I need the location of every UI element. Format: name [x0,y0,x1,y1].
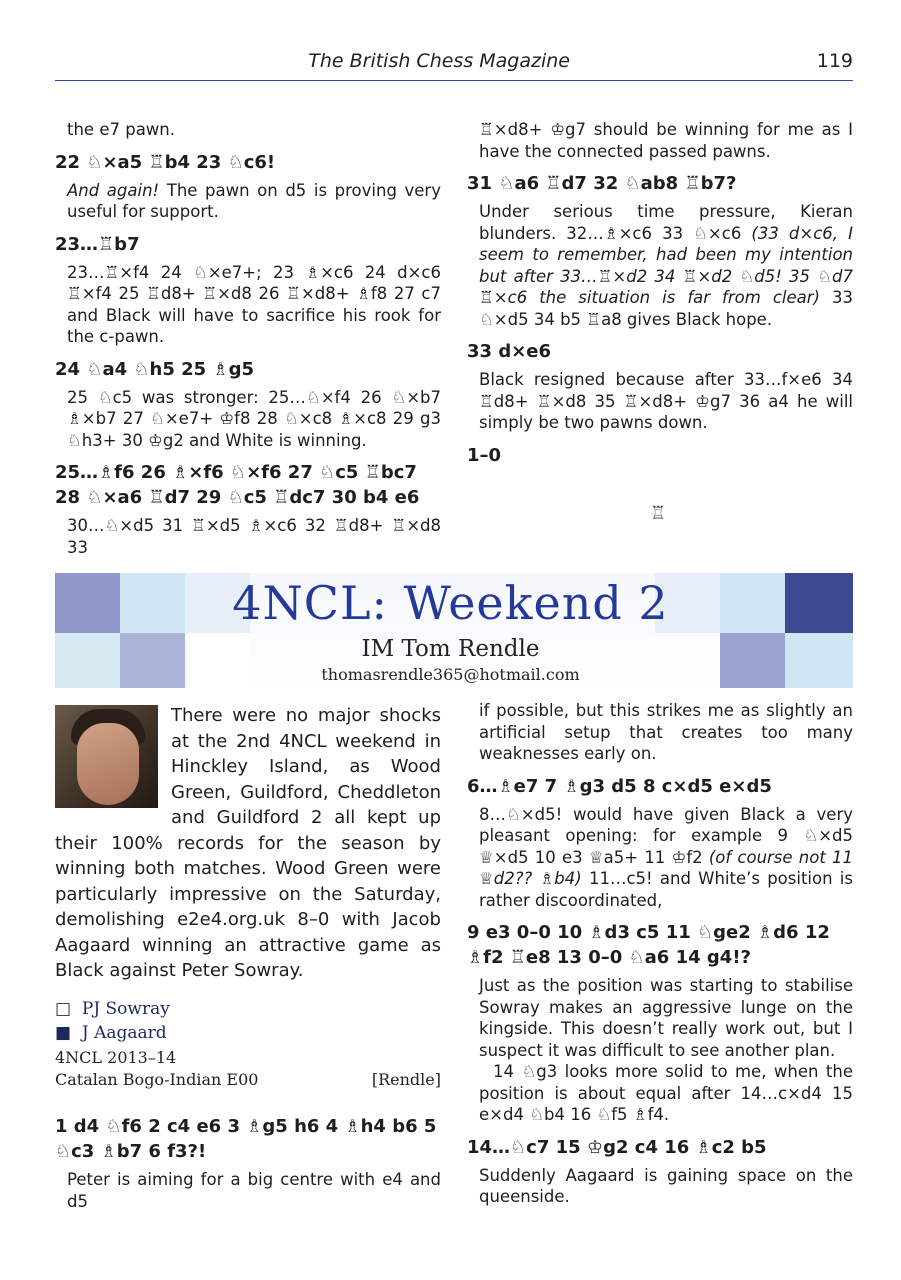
end-of-article-rook-icon: ♖ [650,503,667,524]
move-line: 14…♘c7 15 ♔g2 c4 16 ♗c2 b5 [467,1136,767,1158]
article-title: 4NCL: Weekend 2 [232,576,669,630]
annotation-text: ♖×d8+ ♔g7 should be winning for me as I have the connected passed pawns. [479,120,853,161]
annotation-text: 8…♘×d5! would have given Black a very pleasant opening: for example 9 ♘×d5 ♕×d5 10 e3 ♕a5+ 11 ♔f2 [479,804,853,867]
page-number: 119 [816,50,853,72]
intro-text: There were no major shocks at the 2nd 4NCL weekend in Hinckley Island, as Wood Green, Guildford, Cheddleton and Guildford 2 all kept up their 100% records for the season by winning both matches. Wood Green were particularly impressive on the Saturday, demolishing e2e4.org.uk 8–0 with Jacob Aagaard winning an attractive game as Black against Peter Sowray. [55,705,441,981]
white-player [55,997,441,1021]
annotation-text [467,804,853,912]
header-rule [55,80,853,81]
article-left-moves [55,1105,441,1212]
article-intro [55,703,441,984]
move-line: 9 e3 0–0 10 ♗d3 c5 11 ♘ge2 ♗d6 12 ♗f2 ♖e8 13 0–0 ♘a6 14 g4!? [467,922,830,968]
annotation-text: Under serious time pressure, Kieran blunders. 32…♗×c6 33 ♘×c6 [479,202,853,243]
annotation-text: Suddenly Aagaard is gaining space on the queenside. [479,1165,853,1206]
annotation-text [467,201,853,330]
annotation-text: 14 ♘g3 looks more solid to me, when the position is about equal after 14…c×d4 15 e×d4 ♘b4 16 ♘f5 ♗f4. [479,1062,853,1124]
author-email: thomasrendle365@hotmail.com [321,665,580,684]
event-name: 4NCL 2013–14 [55,1048,177,1067]
move-line: 22 ♘×a5 ♖b4 23 ♘c6! [55,151,276,173]
black-square-icon: ■ [55,1023,72,1043]
annotation-text: 33 ♘×d5 34 b5 ♖a8 gives Black hope. [479,288,853,329]
opening-line [55,1069,441,1091]
italic-variation: (of course not 11 ♕d2?? ♗b4) [479,847,853,888]
annotation-text: Black resigned because after 33…f×e6 34 ♖d8+ ♖×d8 35 ♖×d8+ ♔g7 36 a4 he will simply be two pawns down. [479,370,853,432]
move-line: 24 ♘a4 ♘h5 25 ♗g5 [55,358,254,380]
white-player-name: PJ Sowray [81,999,170,1019]
annotation-text: 30…♘×d5 31 ♖×d5 ♗×c6 32 ♖d8+ ♖×d8 33 [67,516,441,557]
players-block [55,997,441,1045]
black-player-name: J Aagaard [81,1023,167,1043]
photo-float-spacer [55,703,171,829]
opening-name: Catalan Bogo-Indian E00 [55,1070,259,1089]
move-line: 1 d4 ♘f6 2 c4 e6 3 ♗g5 h6 4 ♗h4 b6 5 ♘c3 ♗b7 6 f3?! [55,1116,437,1162]
italic-variation: (33 d×c6, I seem to remember, had been my intention but after 33…♖×d2 34 ♖×d2 ♘d5! 35 ♘d7 ♖×c6 the situation is far from clear) [479,223,853,307]
annotation-text: 11…c5! and White’s position is rather discoordinated, [479,869,853,910]
article-right-column [467,700,853,1208]
annotation-text: 23…♖×f4 24 ♘×e7+; 23 ♗×c6 24 d×c6 ♖×f4 25 ♖d8+ ♖×d8 26 ♖×d8+ ♗f8 27 c7 and Black will have to sacrifice his rook for the c-pawn. [67,262,441,346]
move-line: 33 d×e6 [467,341,552,362]
white-square-icon: □ [55,999,72,1019]
top-left-column [55,119,441,558]
article-author: IM Tom Rendle [361,636,540,662]
italic-exclamation: And again! [67,180,160,200]
move-line: 31 ♘a6 ♖d7 32 ♘ab8 ♖b7? [467,173,737,194]
annotation-text: 25 ♘c5 was stronger: 25…♘×f4 26 ♘×b7 ♗×b7 27 ♘×e7+ ♔f8 28 ♘×c8 ♗×c8 29 g3 ♘h3+ 30 ♔g2 and White is winning. [67,387,441,450]
game-info [55,1047,441,1091]
move-line: 23…♖b7 [55,233,140,255]
running-header-title: The British Chess Magazine [308,50,570,72]
annotation-text [55,180,441,223]
annotation-text: Just as the position was starting to stabilise Sowray makes an aggressive lunge on the kingside. This doesn’t really work out, but I suspect it was difficult to see another plan. [479,976,853,1060]
move-line: 25…♗f6 26 ♗×f6 ♘×f6 27 ♘c5 ♖bc7 28 ♘×a6 ♖d7 29 ♘c5 ♖dc7 30 b4 e6 [55,462,420,508]
game-result: 1–0 [467,444,502,466]
annotation-text: The pawn on d5 is proving very useful for support. [67,180,441,221]
annotation-text: the e7 pawn. [67,120,175,139]
move-line: 6…♗e7 7 ♗g3 d5 8 c×d5 e×d5 [467,775,772,797]
annotation-text: if possible, but this strikes me as slightly an artificial setup that creates too many weaknesses early on. [479,701,853,763]
annotation-text: Peter is aiming for a big centre with e4 and d5 [67,1170,441,1211]
black-player [55,1021,441,1045]
annotator: [Rendle] [371,1070,441,1089]
top-right-column [467,119,853,473]
